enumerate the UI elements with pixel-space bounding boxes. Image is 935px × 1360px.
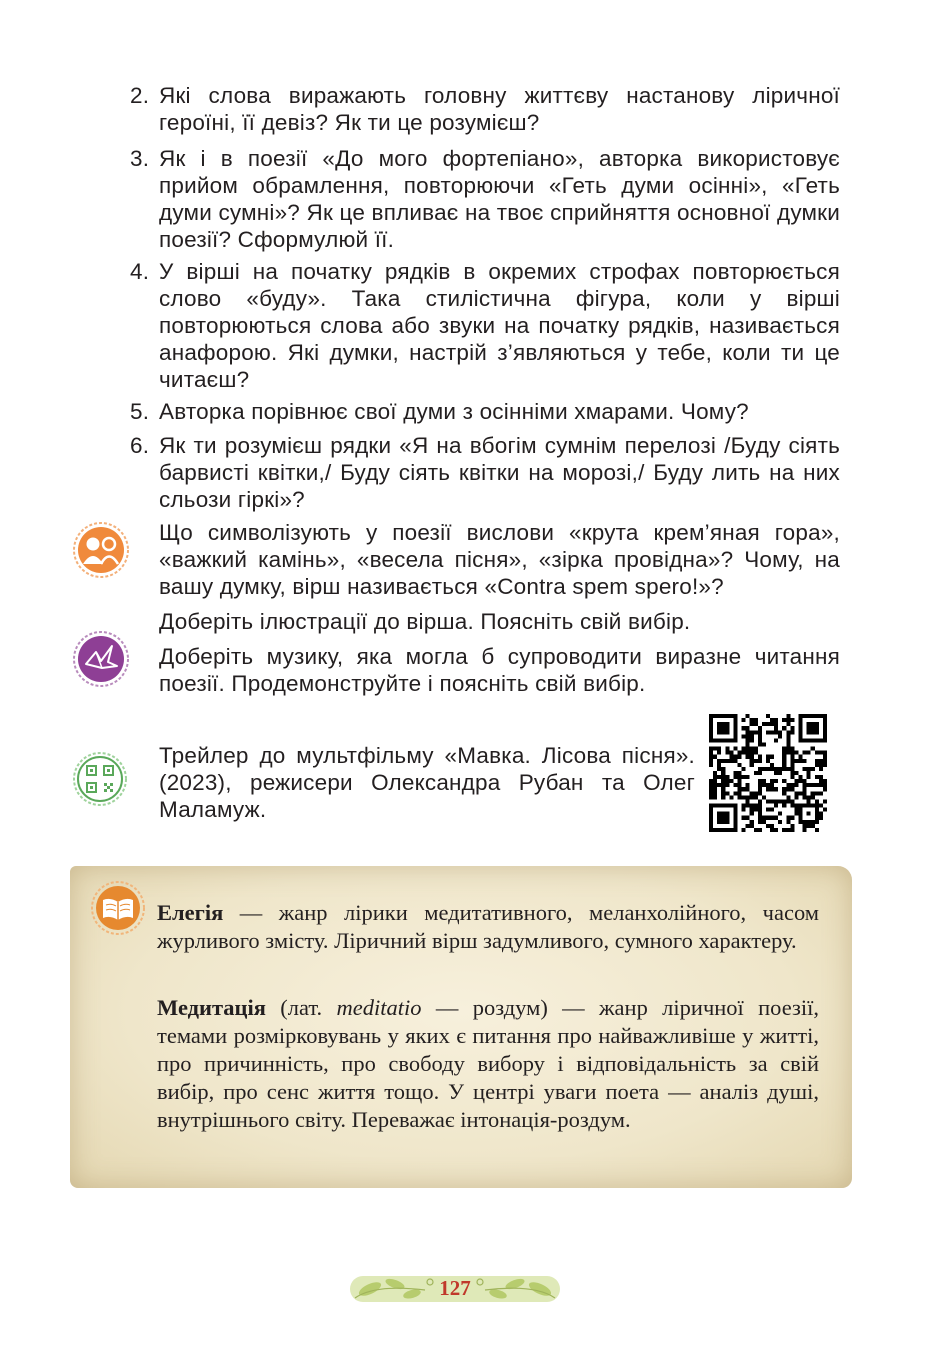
group-task-text: Що символізують у поезії вислови «крута крем’яная гора», «важкий камінь», «весела пісня», «зірка провідна»? Чому, на вашу думку, вірш називається «Contra spem spero!»? bbox=[159, 520, 840, 599]
question-text: У вірші на початку рядків в окремих строфах повторюється слово «буду». Така стилістична фігура, коли у вірші повторюються слова або звуки на початку рядків, називається анафорою. Які думки, настрій з’являються у тебе, коли ти це читаєш? bbox=[159, 259, 840, 392]
question-text: Які слова виражають головну життєву настанову ліричної героїні, її девіз? Як ти це розумієш? bbox=[159, 83, 840, 135]
definition-prefix: (лат. bbox=[265, 995, 337, 1020]
question-6 bbox=[130, 432, 840, 513]
question-number: 5. bbox=[130, 399, 150, 424]
page-footer bbox=[350, 1268, 560, 1308]
question-text: Авторка порівнює свої думи з осінніми хмарами. Чому? bbox=[159, 399, 749, 424]
question-2 bbox=[130, 82, 840, 136]
illustration-task-text: Доберіть ілюстрації до вірша. Поясніть свій вибір. bbox=[159, 609, 691, 634]
definition-text: — роздум) — жанр ліричної поезії, темами розмірковувань у яких є питання про найважливіше у житті, про причинність, про свободу вибору і відповідальність за свій вибір, про сенс життя тощо. У центрі уваги поета — аналіз душі, внутрішнього світу. Переважає інтонація-роздум. bbox=[157, 995, 819, 1132]
definition-elegy bbox=[157, 899, 819, 955]
question-number: 2. bbox=[130, 83, 150, 108]
creative-task-text: Доберіть музику, яка могла б супроводити виразне читання поезії. Продемонструйте і поясніть свій вибір. bbox=[159, 644, 840, 696]
origami-crane-icon bbox=[72, 630, 130, 688]
term-meditation: Медитація bbox=[157, 995, 266, 1020]
question-number: 4. bbox=[130, 259, 150, 284]
question-number: 6. bbox=[130, 433, 150, 458]
latin-word: meditatio bbox=[336, 995, 422, 1020]
question-5 bbox=[130, 398, 840, 425]
question-text: Як ти розумієш рядки «Я на вбогім сумнім перелозі /Буду сіять барвисті квітки,/ Буду сіять квітки на морозі,/ Буду лить на них сльози гіркі»? bbox=[159, 433, 840, 512]
question-4 bbox=[130, 258, 840, 393]
question-3 bbox=[130, 145, 840, 253]
open-book-icon bbox=[90, 880, 146, 936]
qr-code-icon bbox=[72, 751, 128, 807]
qr-code-image[interactable] bbox=[709, 714, 827, 832]
page-number: 127 bbox=[439, 1276, 471, 1300]
question-text: Як і в поезії «До мого фортепіано», авторка використовує прийом обрамлення, повторюючи «Геть думи осінні», «Геть думи сумні»? Як це впливає на твоє сприйняття основної думки поезії? Сформулюй її. bbox=[159, 146, 840, 252]
question-number: 3. bbox=[130, 146, 150, 171]
pair-work-icon bbox=[72, 521, 130, 579]
definition-meditation bbox=[157, 994, 819, 1134]
media-task-text: Трейлер до мультфільму «Мавка. Лісова пісня». (2023), режисери Олександра Рубан та Олег Маламуж. bbox=[159, 743, 695, 822]
term-elegy: Елегія bbox=[157, 900, 224, 925]
definition-text: — жанр лірики медитативного, меланхолійного, часом журливого змісту. Ліричний вірш задумливого, сумного характеру. bbox=[157, 900, 819, 953]
